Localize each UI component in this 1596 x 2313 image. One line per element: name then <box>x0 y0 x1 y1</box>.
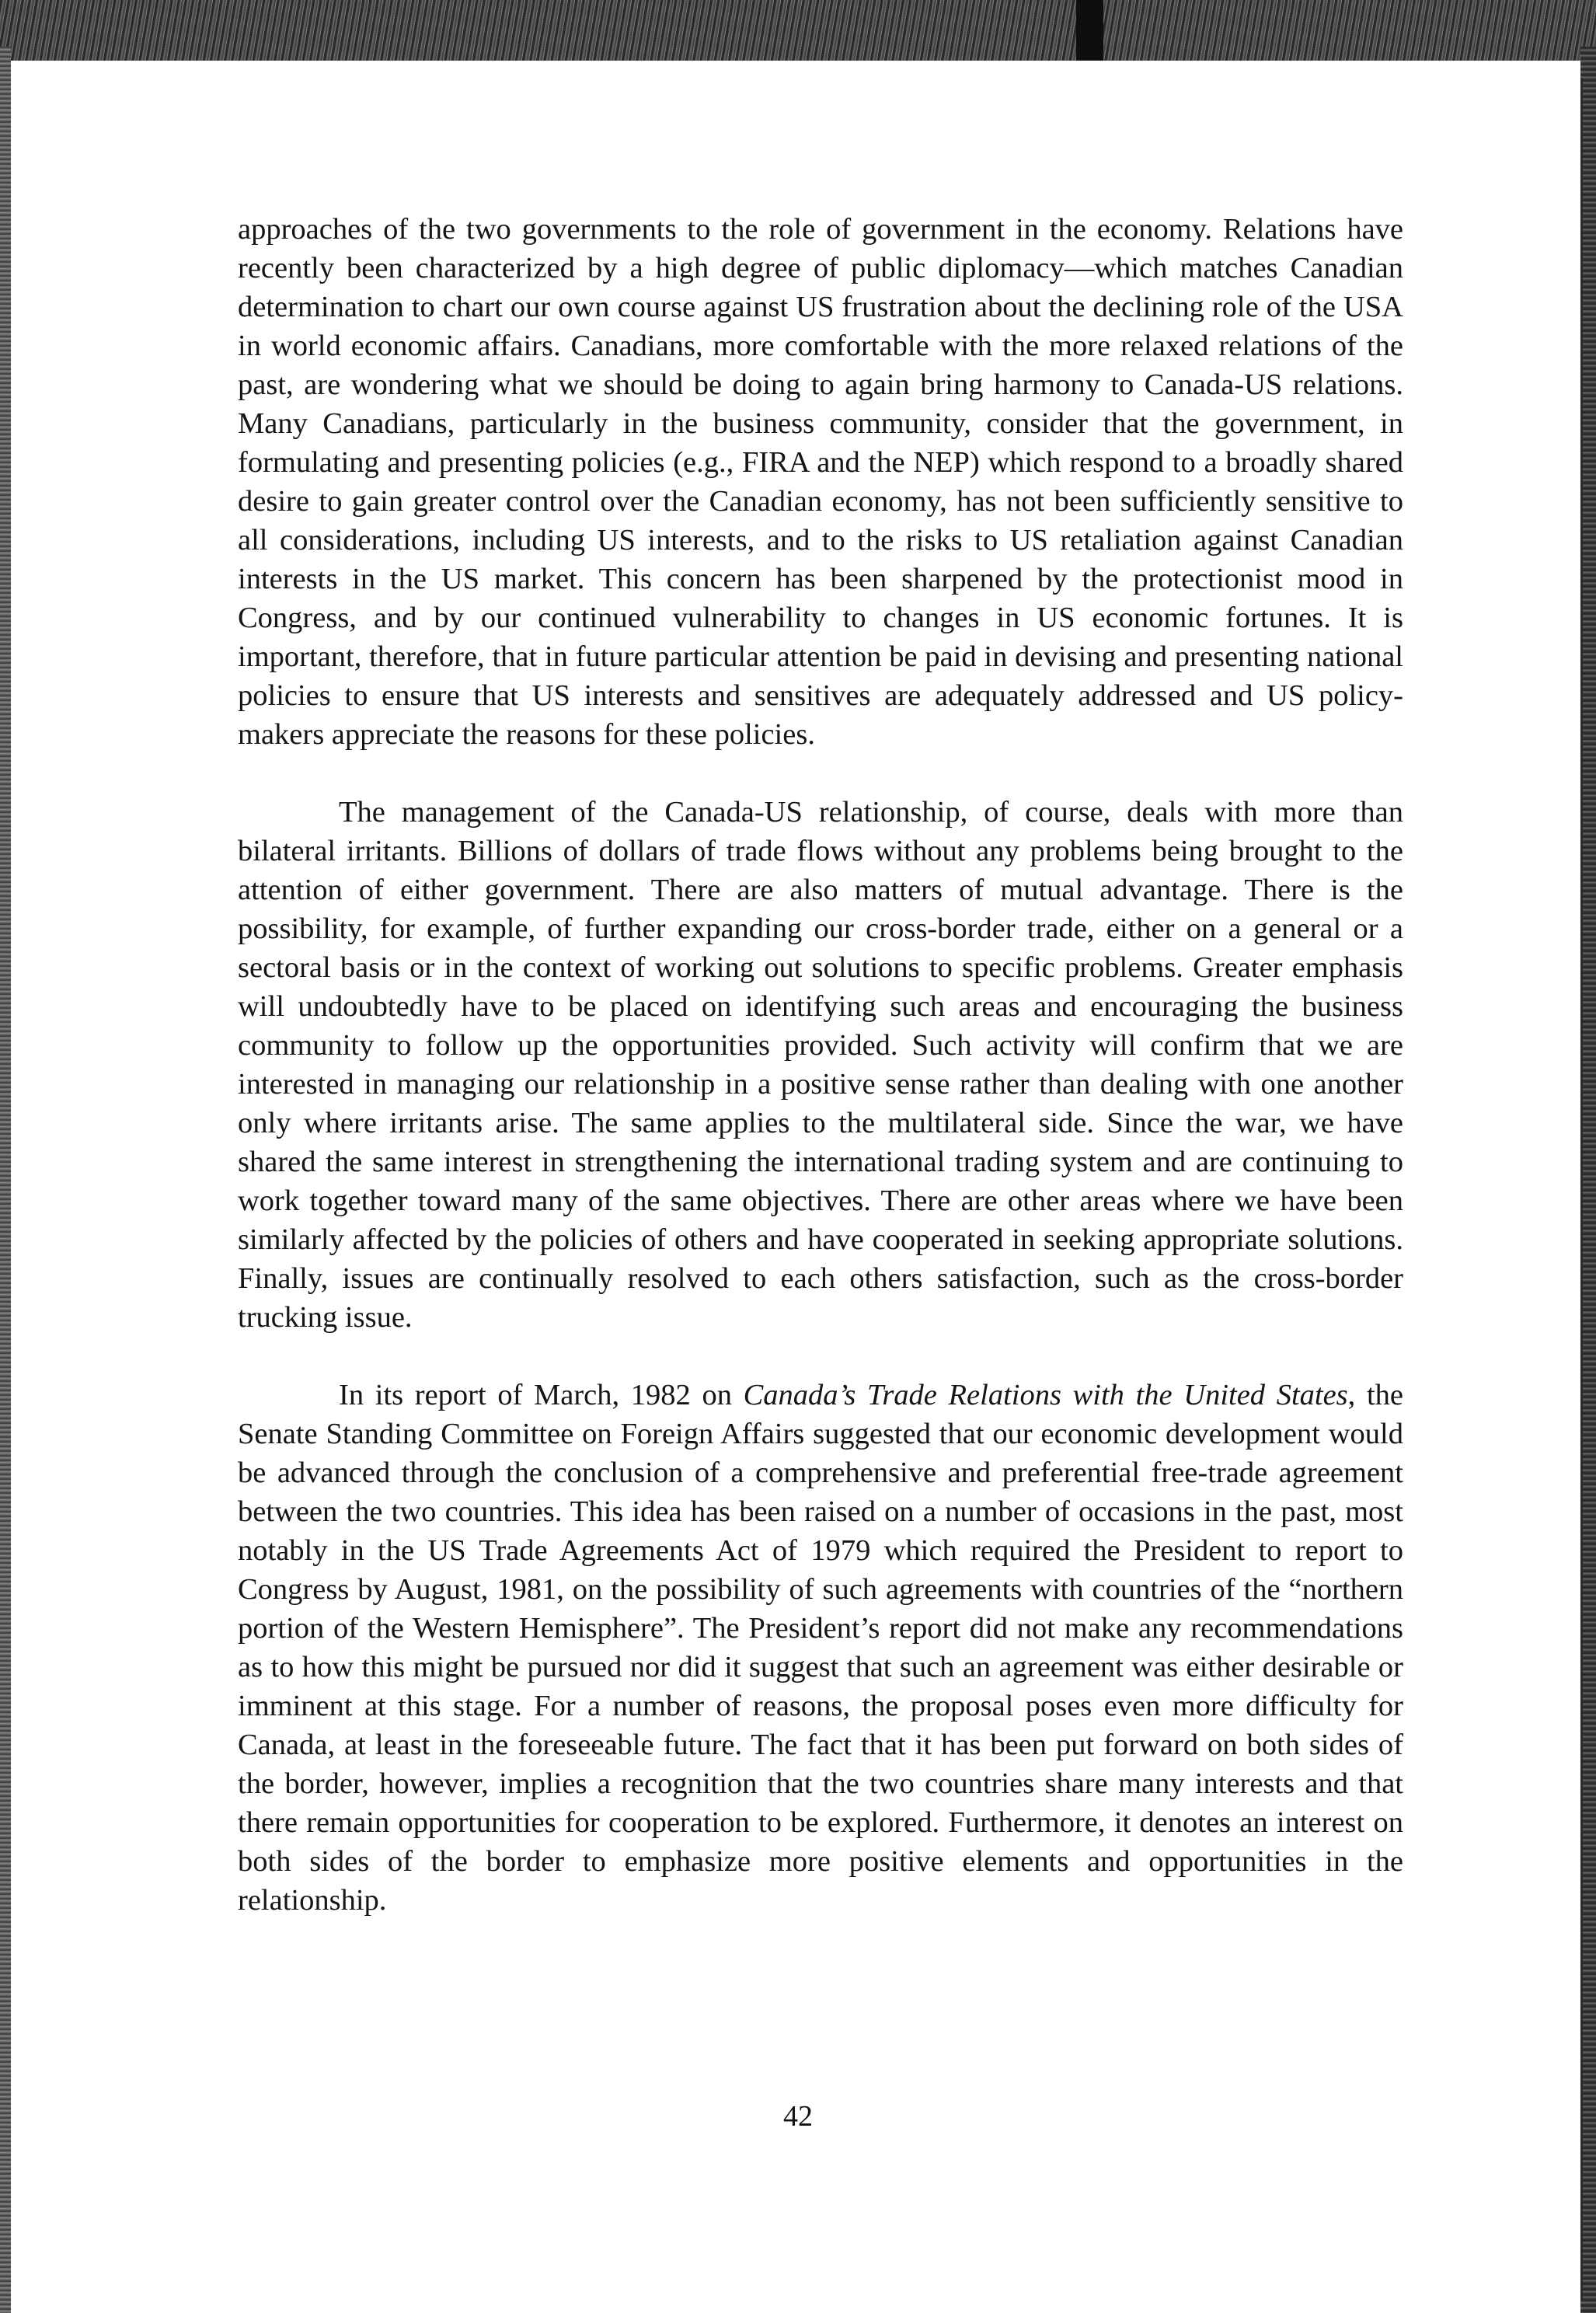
page-body <box>238 210 1403 1920</box>
page-number: 42 <box>783 2100 813 2133</box>
paragraph-senate-report-body: , the Senate Standing Committee on Foreign Affairs suggested that our economic development would be advanced through the conclusion of a comprehensive and preferential free-trade agreement between the two countries. This idea has been raised on a number of occasions in the past, most notably in the US Trade Agreements Act of 1979 which required the President to report to Congress by August, 1981, on the possibility of such agreements with countries of the “northern portion of the Western Hemisphere”. The President’s report did not make any recommendations as to how this might be pursued nor did it suggest that such an agreement was either desirable or imminent at this stage. For a number of reasons, the proposal poses even more difficulty for Canada, at least in the foreseeable future. The fact that it has been put forward on both sides of the border, however, implies a recognition that the two countries share many interests and that there remain opportunities for cooperation to be explored. Furthermore, it denotes an interest on both sides of the border to emphasize more positive elements and opportunities in the relationship. <box>238 1379 1403 1917</box>
report-title: Canada’s Trade Relations with the United States <box>743 1379 1348 1411</box>
paragraph-continuation: approaches of the two governments to the role of government in the economy. Relations have recently been characterized by a high degree of public diplomacy—which matches Canadian determination to chart our own course against US frustration about the declining role of the USA in world economic affairs. Canadians, more comfortable with the more relaxed relations of the past, are wondering what we should be doing to again bring harmony to Canada-US relations. Many Canadians, particularly in the business community, consider that the government, in formulating and presenting policies (e.g., FIRA and the NEP) which respond to a broadly shared desire to gain greater control over the Canadian economy, has not been sufficiently sensitive to all considerations, including US interests, and to the risks to US retaliation against Canadian interests in the US market. This concern has been sharpened by the protectionist mood in Congress, and by our continued vulnerability to changes in US economic fortunes. It is important, therefore, that in future particular attention be paid in devising and presenting national policies to ensure that US interests and sensitives are adequately addressed and US policy-makers appreciate the reasons for these policies. <box>238 213 1403 751</box>
scan-right-border <box>1580 47 1596 2313</box>
scan-dark-block <box>1076 0 1103 61</box>
paragraph-relationship-management: The management of the Canada-US relationship, of course, deals with more than bilateral irritants. Billions of dollars of trade flows without any problems being brought to the attention of either government. There are also matters of mutual advantage. There is the possibility, for example, of further expanding our cross-border trade, either on a general or a sectoral basis or in the context of working out solutions to specific problems. Greater emphasis will undoubtedly have to be placed on identifying such areas and encouraging the business community to follow up the opportunities provided. Such activity will confirm that we are interested in managing our relationship in a positive sense rather than dealing with one another only where irritants arise. The same applies to the multilateral side. Since the war, we have shared the same interest in strengthening the international trading system and are continuing to work together toward many of the same objectives. There are other areas where we have been similarly affected by the policies of others and have cooperated in seeking appropriate solutions. Finally, issues are continually resolved to each others satisfaction, such as the cross-border trucking issue. <box>238 796 1403 1334</box>
scan-right-line <box>1580 78 1583 2301</box>
paragraph-senate-report-lead: In its report of March, 1982 on <box>339 1379 744 1411</box>
scan-top-border <box>0 0 1596 61</box>
scan-left-border <box>0 47 11 2313</box>
paragraph-senate-report <box>238 1376 1403 1920</box>
